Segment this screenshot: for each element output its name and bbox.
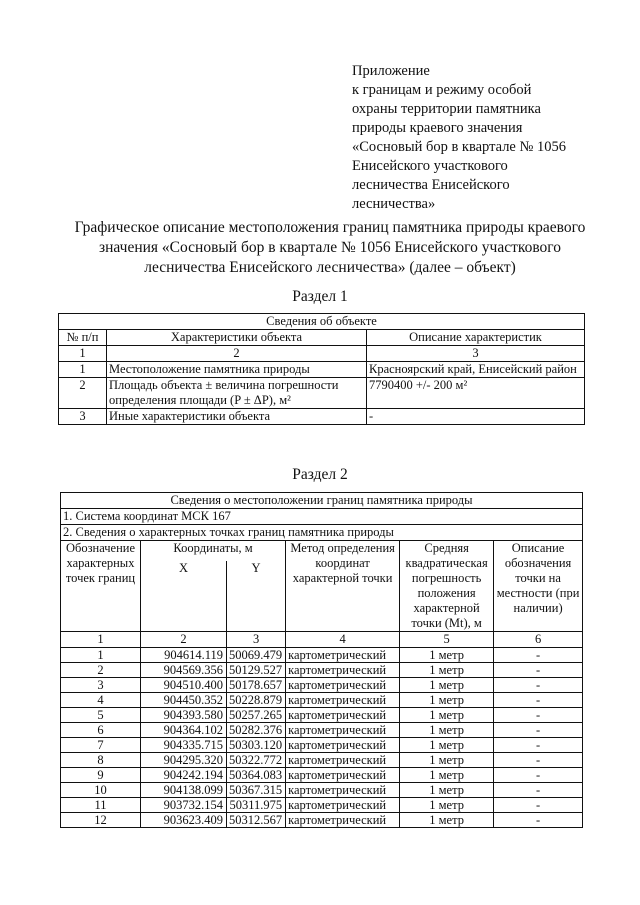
point-description: -	[494, 663, 583, 678]
point-id: 2	[61, 663, 141, 678]
point-x: 904569.356	[141, 663, 227, 678]
table-row	[61, 708, 583, 723]
table-row	[61, 768, 583, 783]
point-x: 904510.400	[141, 678, 227, 693]
appendix-line: к границам и режиму особой	[352, 82, 532, 98]
table-row	[61, 798, 583, 813]
point-id: 8	[61, 753, 141, 768]
point-method: картометрический	[286, 708, 400, 723]
point-accuracy: 1 метр	[400, 723, 494, 738]
point-id: 6	[61, 723, 141, 738]
appendix-note	[352, 62, 612, 214]
characteristic-name: Местоположение памятника природы	[107, 362, 367, 378]
point-x: 904614.119	[141, 648, 227, 663]
point-description: -	[494, 648, 583, 663]
table-row	[61, 738, 583, 753]
point-method: картометрический	[286, 738, 400, 753]
point-method: картометрический	[286, 783, 400, 798]
table-row	[61, 693, 583, 708]
appendix-line: охраны территории памятника	[352, 101, 541, 117]
column-number: 3	[227, 632, 286, 648]
appendix-line: лесничества Енисейского	[352, 177, 510, 193]
appendix-line: «Сосновый бор в квартале № 1056	[352, 139, 566, 155]
point-accuracy: 1 метр	[400, 648, 494, 663]
header-coordinates: Координаты, м	[141, 541, 286, 562]
coordinate-system: 1. Система координат МСК 167	[61, 509, 583, 525]
point-description: -	[494, 798, 583, 813]
point-accuracy: 1 метр	[400, 708, 494, 723]
header-cell: № п/п	[59, 330, 107, 346]
point-accuracy: 1 метр	[400, 768, 494, 783]
header-y: Y	[227, 561, 286, 632]
appendix-line: природы краевого значения	[352, 120, 523, 136]
point-x: 904295.320	[141, 753, 227, 768]
point-method: картометрический	[286, 648, 400, 663]
appendix-line: Енисейского участкового	[352, 158, 508, 174]
point-id: 1	[61, 648, 141, 663]
table-row	[61, 753, 583, 768]
header-x: X	[141, 561, 227, 632]
point-description: -	[494, 693, 583, 708]
table-caption: Сведения об объекте	[59, 314, 585, 330]
point-description: -	[494, 738, 583, 753]
point-method: картометрический	[286, 798, 400, 813]
point-y: 50322.772	[227, 753, 286, 768]
point-description: -	[494, 813, 583, 828]
document-title	[60, 218, 600, 278]
point-method: картометрический	[286, 753, 400, 768]
characteristic-value: 7790400 +/- 200 м²	[367, 378, 585, 409]
point-description: -	[494, 753, 583, 768]
table-row	[59, 378, 585, 409]
point-x: 904393.580	[141, 708, 227, 723]
table-row	[59, 409, 585, 425]
point-y: 50257.265	[227, 708, 286, 723]
object-info-table	[58, 313, 585, 425]
point-description: -	[494, 768, 583, 783]
point-y: 50303.120	[227, 738, 286, 753]
point-x: 904242.194	[141, 768, 227, 783]
point-method: картометрический	[286, 678, 400, 693]
point-method: картометрический	[286, 663, 400, 678]
point-y: 50367.315	[227, 783, 286, 798]
table-row	[61, 678, 583, 693]
point-description: -	[494, 783, 583, 798]
row-number: 1	[59, 362, 107, 378]
header-designation: Обозначение характерных точек границ	[61, 541, 141, 632]
title-line: Графическое описание местоположения границ памятника природы краевого	[74, 219, 586, 236]
point-accuracy: 1 метр	[400, 798, 494, 813]
point-method: картометрический	[286, 813, 400, 828]
table-caption: Сведения о местоположении границ памятника природы	[61, 493, 583, 509]
point-id: 10	[61, 783, 141, 798]
characteristic-value: Красноярский край, Енисейский район	[367, 362, 585, 378]
point-description: -	[494, 708, 583, 723]
characteristic-value: -	[367, 409, 585, 425]
point-x: 903623.409	[141, 813, 227, 828]
table-row	[61, 783, 583, 798]
point-id: 11	[61, 798, 141, 813]
point-accuracy: 1 метр	[400, 663, 494, 678]
point-y: 50282.376	[227, 723, 286, 738]
point-y: 50364.083	[227, 768, 286, 783]
appendix-line: лесничества»	[352, 196, 436, 212]
point-y: 50069.479	[227, 648, 286, 663]
column-number: 3	[367, 346, 585, 362]
header-method: Метод определения координат характерной точки	[286, 541, 400, 632]
point-x: 904335.715	[141, 738, 227, 753]
table-row	[61, 648, 583, 663]
column-number: 4	[286, 632, 400, 648]
section2-heading: Раздел 2	[292, 466, 348, 483]
point-y: 50312.567	[227, 813, 286, 828]
point-accuracy: 1 метр	[400, 813, 494, 828]
header-description: Описание обозначения точки на местности (при наличии)	[494, 541, 583, 632]
point-description: -	[494, 723, 583, 738]
point-description: -	[494, 678, 583, 693]
appendix-line: Приложение	[352, 63, 430, 79]
table-row	[61, 723, 583, 738]
point-method: картометрический	[286, 723, 400, 738]
header-cell: Описание характеристик	[367, 330, 585, 346]
point-id: 12	[61, 813, 141, 828]
point-y: 50311.975	[227, 798, 286, 813]
point-method: картометрический	[286, 693, 400, 708]
row-number: 3	[59, 409, 107, 425]
column-number: 5	[400, 632, 494, 648]
point-y: 50228.879	[227, 693, 286, 708]
point-accuracy: 1 метр	[400, 693, 494, 708]
point-x: 904138.099	[141, 783, 227, 798]
point-id: 9	[61, 768, 141, 783]
point-x: 904364.102	[141, 723, 227, 738]
characteristic-name: Иные характеристики объекта	[107, 409, 367, 425]
column-number: 2	[107, 346, 367, 362]
point-method: картометрический	[286, 768, 400, 783]
point-accuracy: 1 метр	[400, 783, 494, 798]
point-id: 5	[61, 708, 141, 723]
header-cell: Характеристики объекта	[107, 330, 367, 346]
row-number: 2	[59, 378, 107, 409]
point-id: 3	[61, 678, 141, 693]
point-x: 903732.154	[141, 798, 227, 813]
point-y: 50129.527	[227, 663, 286, 678]
title-line: лесничества Енисейского лесничества» (далее – объект)	[144, 259, 516, 276]
column-number: 6	[494, 632, 583, 648]
point-accuracy: 1 метр	[400, 738, 494, 753]
column-number: 1	[59, 346, 107, 362]
characteristic-name: Площадь объекта ± величина погрешности определения площади (P ± ΔP), м²	[107, 378, 367, 409]
table-row	[61, 663, 583, 678]
column-number: 2	[141, 632, 227, 648]
header-accuracy: Средняя квадратическая погрешность положения характерной точки (Mt), м	[400, 541, 494, 632]
column-number: 1	[61, 632, 141, 648]
point-id: 4	[61, 693, 141, 708]
point-accuracy: 1 метр	[400, 753, 494, 768]
point-x: 904450.352	[141, 693, 227, 708]
point-accuracy: 1 метр	[400, 678, 494, 693]
title-line: значения «Сосновый бор в квартале № 1056 Енисейского участкового	[98, 239, 562, 256]
point-y: 50178.657	[227, 678, 286, 693]
point-id: 7	[61, 738, 141, 753]
boundary-points-table	[60, 492, 583, 828]
table-row	[59, 362, 585, 378]
table-row	[61, 813, 583, 828]
points-subtitle: 2. Сведения о характерных точках границ памятника природы	[61, 525, 583, 541]
section1-heading: Раздел 1	[292, 288, 348, 305]
